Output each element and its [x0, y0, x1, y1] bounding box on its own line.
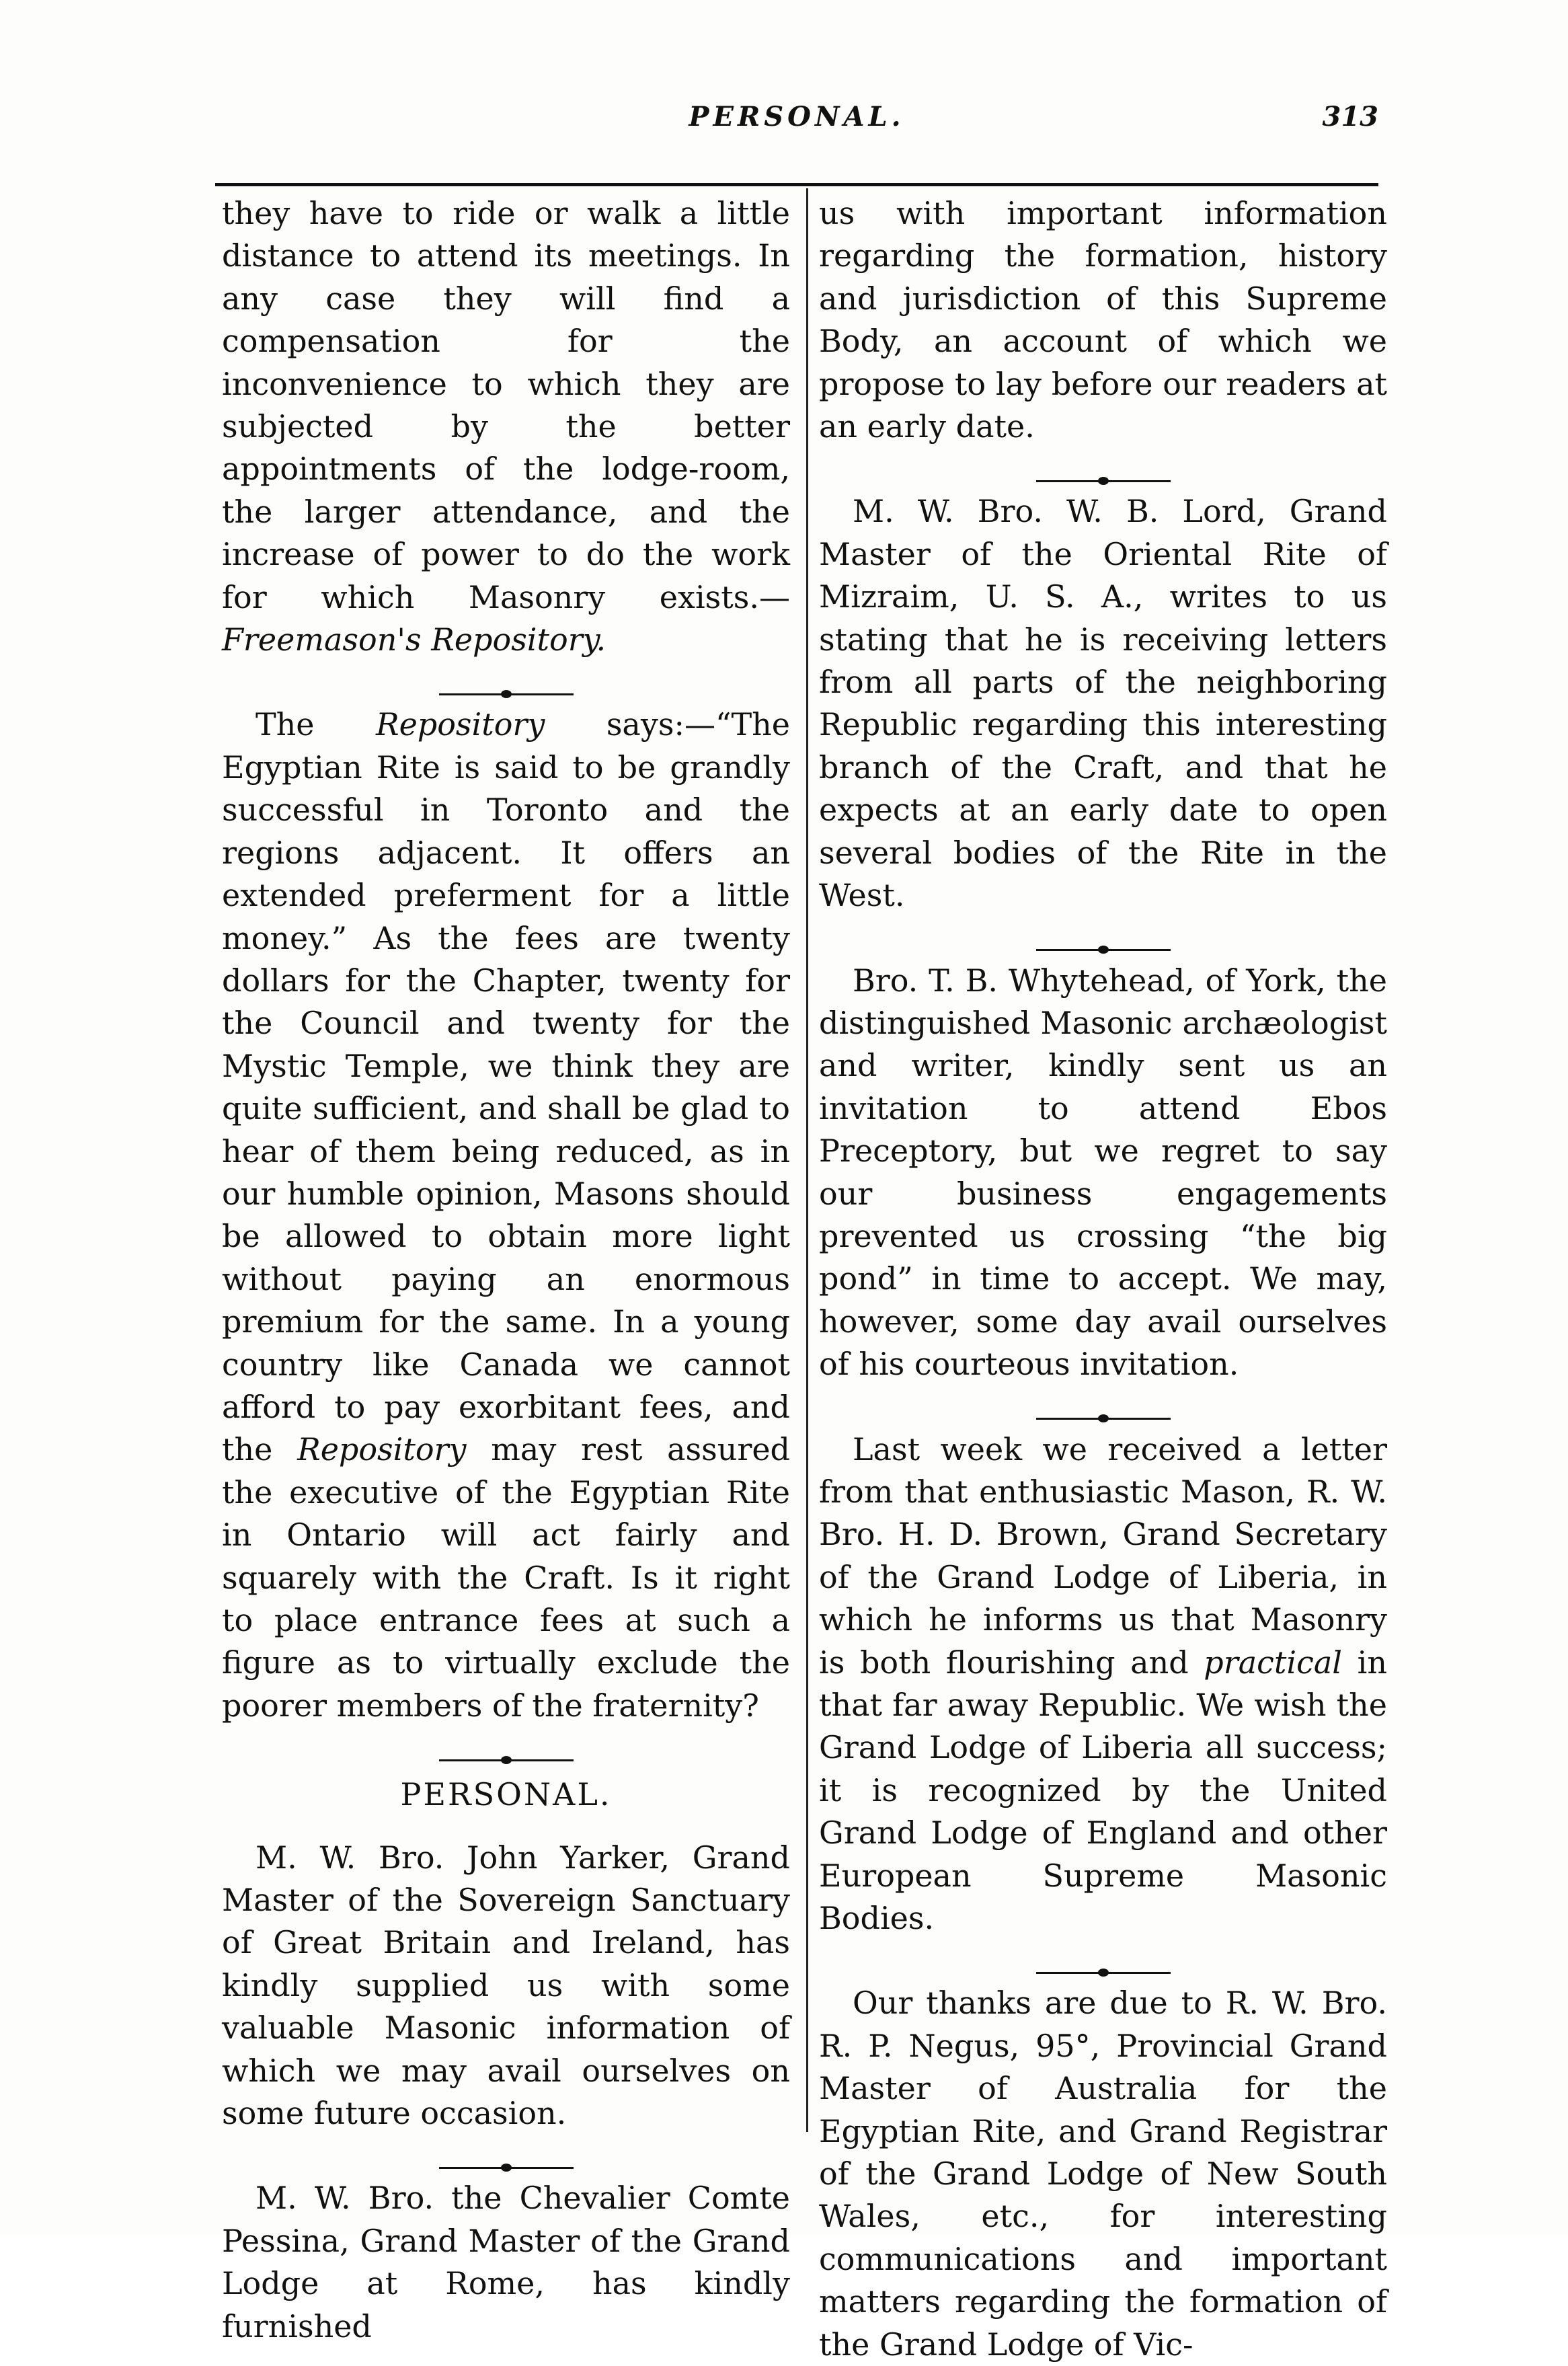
italic-term: Repository — [297, 1431, 467, 1468]
paragraph-liberia — [819, 1428, 1387, 1940]
paragraph-egyptian-rite — [222, 703, 790, 1727]
paragraph-whytehead: Bro. T. B. Whytehead, of York, the distinguished Masonic archæologist and writer, kindly sent us an invitation to attend Ebos Preceptory, but we regret to say our business engagements prevented us crossing “the big pond” in time to accept. We may, however, some day avail ourselves of his courteous invitation. — [819, 962, 1387, 1383]
separator-ornament — [222, 661, 790, 703]
paragraph-yarker: M. W. Bro. John Yarker, Grand Master of the Sovereign Sanctuary of Great Britain and Ireland, has kindly supplied us with some valuable Masonic information of which we may avail ourselves on some future occasion. — [222, 1839, 790, 2132]
paragraph-negus: Our thanks are due to R. W. Bro. R. P. Negus, 95°, Provincial Grand Master of Australia for the Egyptian Rite, and Grand Registrar of the Grand Lodge of New South Wales, etc., for interesting communications and important matters regarding the formation of the Grand Lodge of Vic- — [819, 1985, 1387, 2363]
source-citation: Freemason's Repository. — [222, 621, 606, 658]
paragraph-text: The — [256, 706, 376, 743]
paragraph-text: may rest assured the executive of the Egyptian Rite in Ontario will act fairly and squarely with the Craft. Is it right to place entrance fees at such a figure as to virtually exclude the poorer members of the fraternity? — [222, 1431, 790, 1724]
paragraph-text: says:—“The Egyptian Rite is said to be grandly successful in Toronto and the regions adjacent. It offers an extended preferment for a little money.” As the fees are twenty dollars for the Chapter, twenty for the Council and twenty for the Mystic Temple, we think they are quite sufficient, and shall be glad to hear of them being reduced, as in our humble opinion, Masons should be allowed to obtain more light without paying an enormous premium for the same. In a young country like Canada we cannot afford to pay exorbitant fees, and the — [222, 706, 790, 1468]
page-number: 313 — [1322, 101, 1378, 132]
separator-ornament — [819, 1940, 1387, 1982]
separator-ornament — [222, 2135, 790, 2177]
page-header — [215, 101, 1378, 155]
paragraph-lodge-room — [222, 192, 790, 661]
right-column — [819, 192, 1387, 2366]
italic-term: Repository — [375, 706, 545, 743]
running-head: PERSONAL. — [689, 101, 905, 132]
header-rule — [215, 183, 1378, 186]
paragraph-text: they have to ride or walk a little distance to attend its meetings. In any case they will find a compensation for the inconvenience to which they are subjected by the better appointments of the lodge-room, the larger attendance, and the increase of power to do the work for which Masonry exists.— — [222, 195, 790, 615]
paragraph-supreme-body: us with important information regarding the formation, history and jurisdiction of this Supreme Body, an account of which we propose to lay before our readers at an early date. — [819, 195, 1387, 445]
separator-ornament — [819, 448, 1387, 490]
italic-term: practical — [1204, 1644, 1343, 1681]
paragraph-text: in that far away Republic. We wish the Grand Lodge of Liberia all success; it is recognized by the United Grand Lodge of England and other European Supreme Masonic Bodies. — [819, 1644, 1387, 1937]
separator-ornament — [819, 1386, 1387, 1428]
paragraph-text: Last week we received a letter from that enthusiastic Mason, R. W. Bro. H. D. Brown, Grand Secretary of the Grand Lodge of Liberia, in which he informs us that Masonry is both flourishing and — [819, 1430, 1387, 1681]
paragraph-lord: M. W. Bro. W. B. Lord, Grand Master of the Oriental Rite of Mizraim, U. S. A., writes to us stating that he is receiving letters from all parts of the neighboring Republic regarding this interesting branch of the Craft, and that he expects at an early date to open several bodies of the Rite in the West. — [819, 493, 1387, 914]
paragraph-pessina: M. W. Bro. the Chevalier Comte Pessina, Grand Master of the Grand Lodge at Rome, has kindly furnished — [222, 2180, 790, 2344]
column-divider — [806, 188, 808, 2132]
section-heading: PERSONAL. — [400, 1776, 612, 1813]
separator-ornament — [819, 917, 1387, 960]
left-column — [222, 192, 790, 2348]
separator-ornament — [222, 1727, 790, 1769]
